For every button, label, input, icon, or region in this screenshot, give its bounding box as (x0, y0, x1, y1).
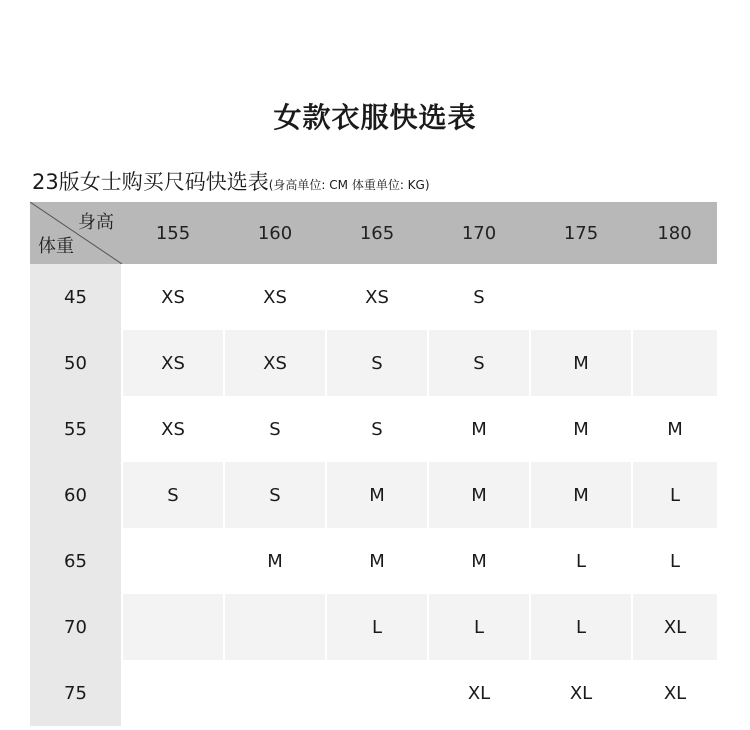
size-cell (122, 660, 224, 726)
table-row (30, 330, 717, 396)
corner-cell (30, 202, 122, 264)
size-cell: XS (122, 330, 224, 396)
size-cell: S (122, 462, 224, 528)
size-cell (632, 330, 717, 396)
table-row (30, 528, 717, 594)
size-cell: M (530, 330, 632, 396)
size-cell: L (632, 528, 717, 594)
size-cell (632, 264, 717, 330)
height-header: 165 (326, 202, 428, 264)
weight-cell: 60 (30, 462, 122, 528)
table-row (30, 462, 717, 528)
size-cell: S (428, 330, 530, 396)
size-cell (122, 528, 224, 594)
size-cell: L (530, 594, 632, 660)
weight-cell: 75 (30, 660, 122, 726)
subtitle-unit-note: (身高单位: CM 体重单位: KG) (268, 178, 430, 192)
table-row (30, 594, 717, 660)
height-header: 160 (224, 202, 326, 264)
size-cell: XS (326, 264, 428, 330)
size-cell: S (224, 396, 326, 462)
size-cell: S (326, 396, 428, 462)
height-header: 155 (122, 202, 224, 264)
size-chart-table (30, 202, 717, 726)
weight-cell: 45 (30, 264, 122, 330)
size-cell: M (326, 462, 428, 528)
size-cell: M (428, 528, 530, 594)
size-cell: S (224, 462, 326, 528)
weight-cell: 55 (30, 396, 122, 462)
weight-cell: 70 (30, 594, 122, 660)
size-cell (224, 660, 326, 726)
size-cell (122, 594, 224, 660)
corner-height-label: 身高 (78, 212, 114, 233)
size-cell: M (224, 528, 326, 594)
weight-cell: 50 (30, 330, 122, 396)
size-cell: M (428, 396, 530, 462)
size-cell: XL (632, 594, 717, 660)
size-cell (224, 594, 326, 660)
corner-weight-label: 体重 (38, 236, 74, 257)
height-header: 170 (428, 202, 530, 264)
size-cell: M (530, 462, 632, 528)
size-cell (530, 264, 632, 330)
size-cell: L (632, 462, 717, 528)
size-cell: XS (224, 330, 326, 396)
size-cell: L (326, 594, 428, 660)
table-subtitle (32, 166, 430, 196)
page-title: 女款衣服快选表 (273, 101, 477, 134)
size-cell: XS (224, 264, 326, 330)
size-cell (326, 660, 428, 726)
size-cell: XS (122, 396, 224, 462)
table-row (30, 396, 717, 462)
subtitle-main: 23版女士购买尺码快选表 (32, 170, 269, 194)
height-header: 175 (530, 202, 632, 264)
size-cell: M (632, 396, 717, 462)
height-header: 180 (632, 202, 717, 264)
header-row (30, 202, 717, 264)
size-cell: M (530, 396, 632, 462)
size-cell: XL (428, 660, 530, 726)
size-cell: M (326, 528, 428, 594)
size-cell: L (530, 528, 632, 594)
table-row (30, 264, 717, 330)
weight-cell: 65 (30, 528, 122, 594)
size-cell: XL (632, 660, 717, 726)
size-cell: S (428, 264, 530, 330)
size-cell: M (428, 462, 530, 528)
size-cell: XS (122, 264, 224, 330)
table-row (30, 660, 717, 726)
size-cell: L (428, 594, 530, 660)
size-cell: S (326, 330, 428, 396)
size-cell: XL (530, 660, 632, 726)
